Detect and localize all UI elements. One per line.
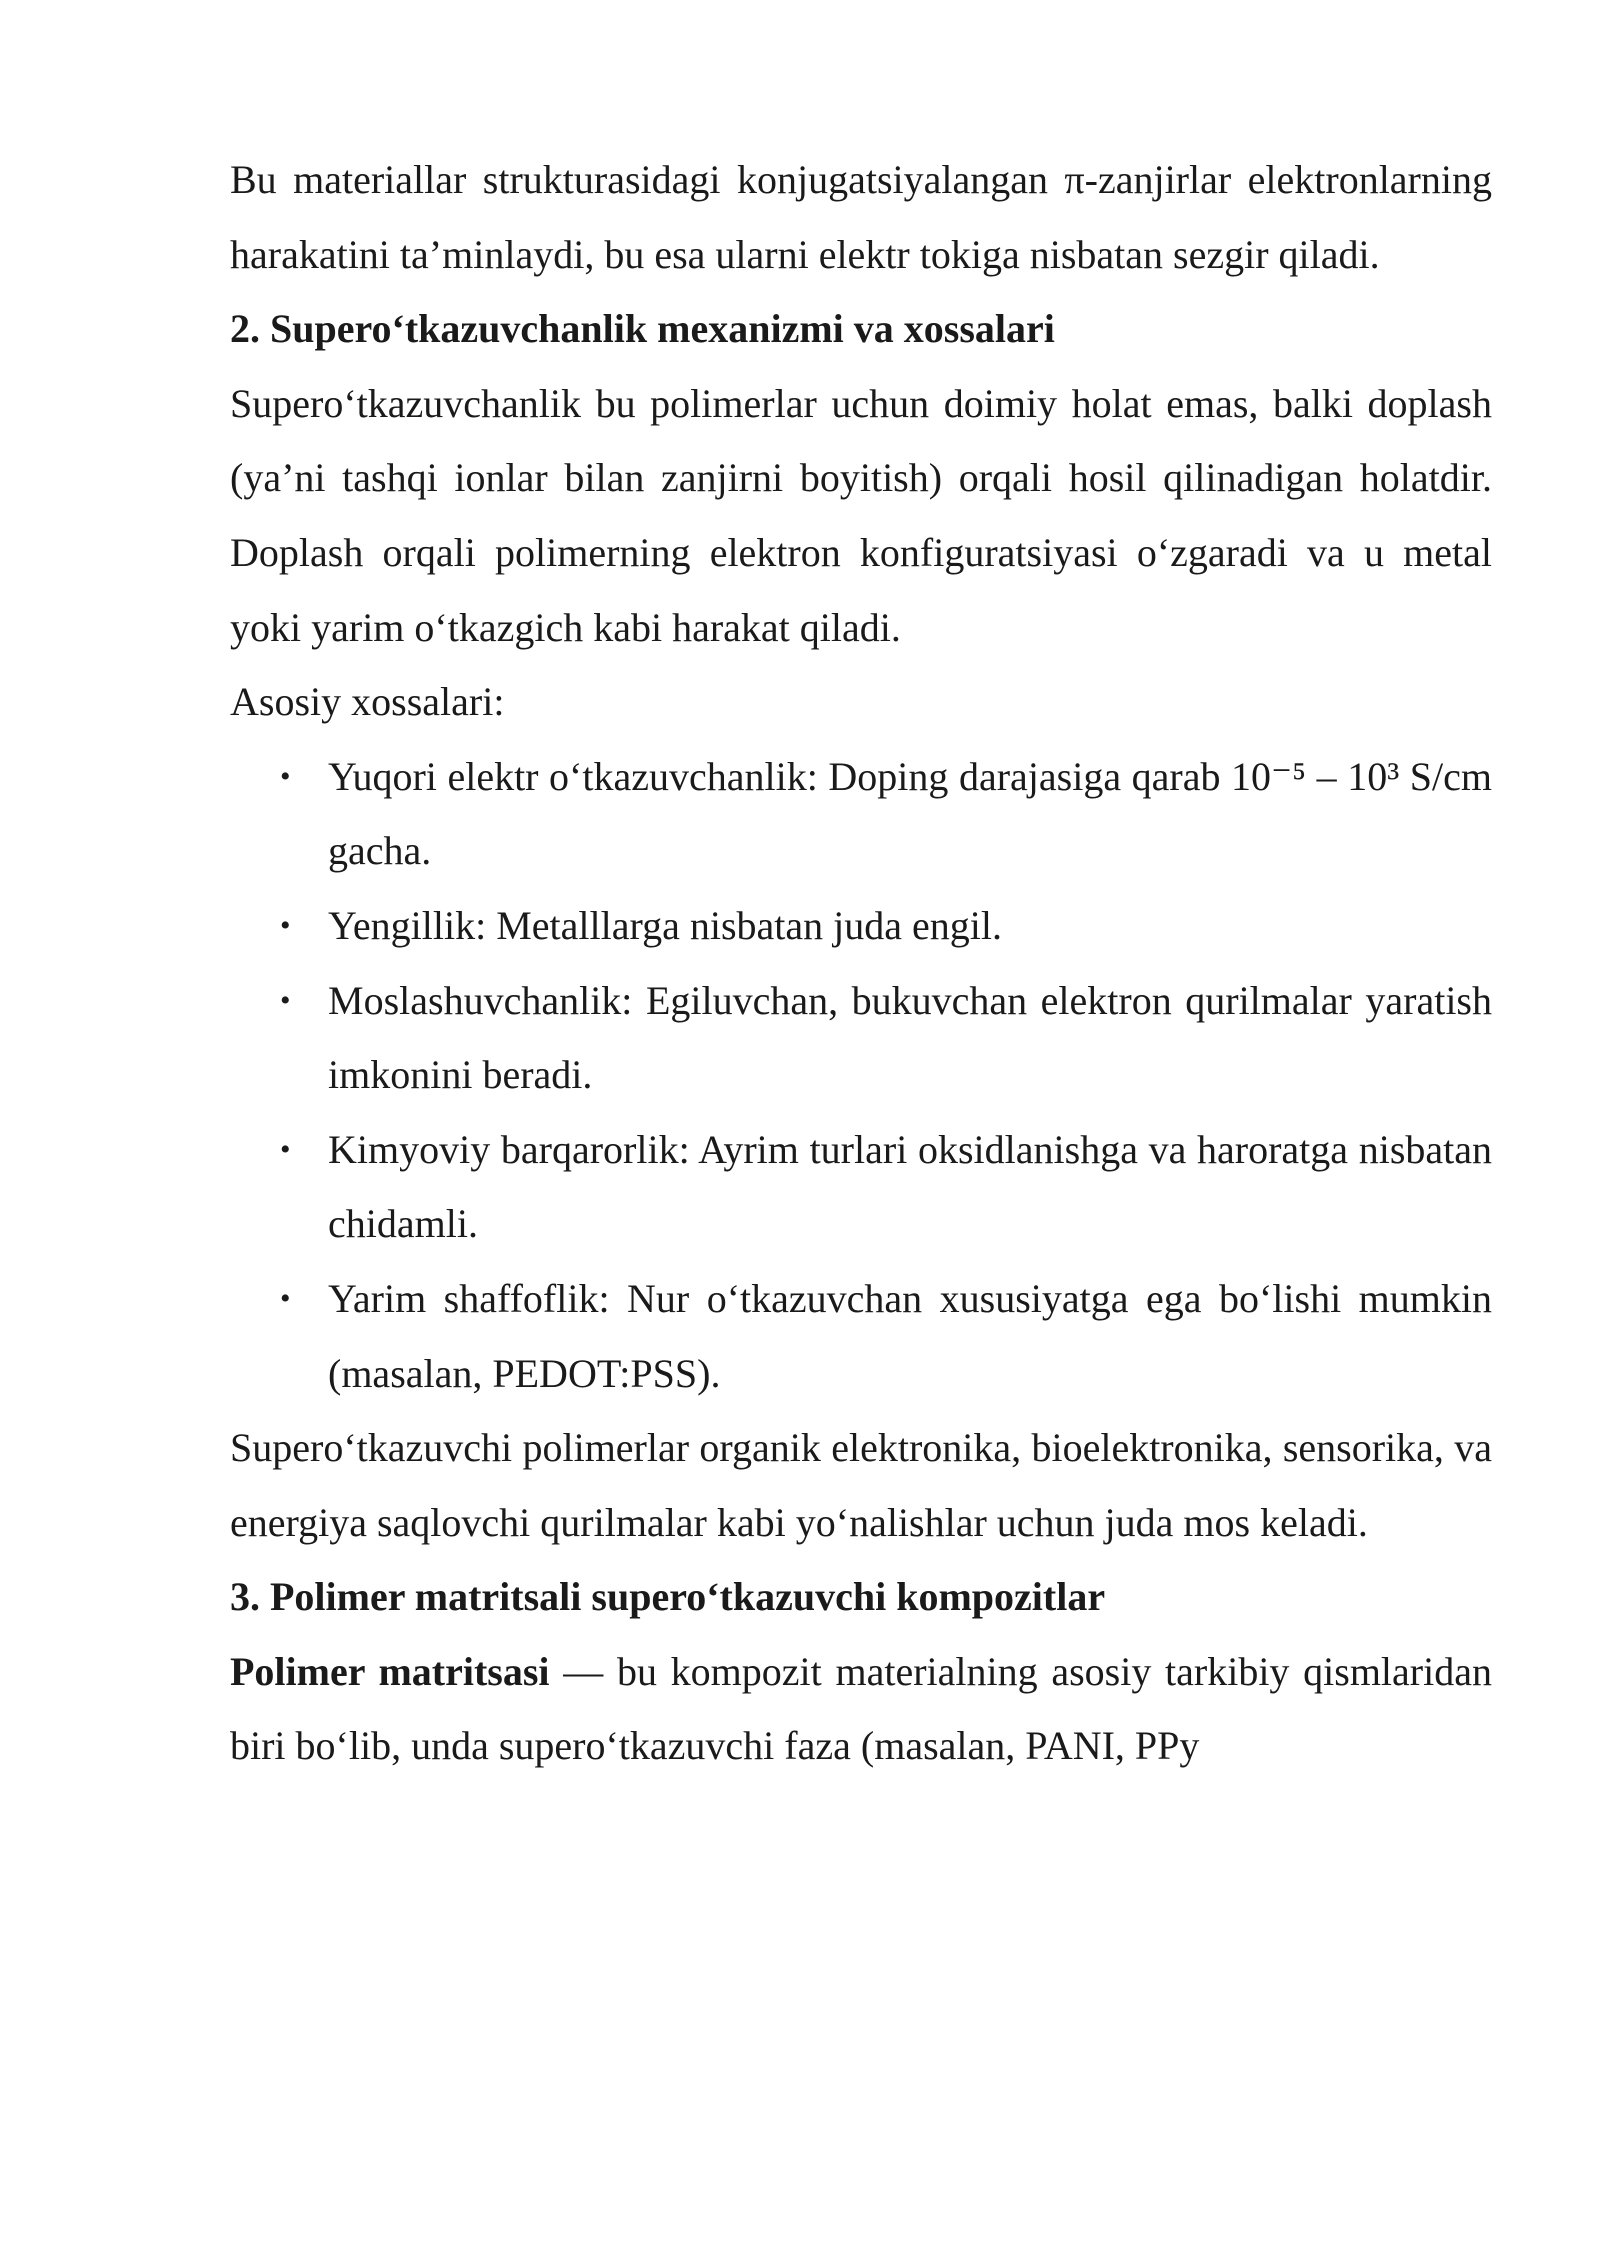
list-item-text: Kimyoviy barqarorlik: Ayrim turlari oksidlanishga va haroratga nisbatan chidamli.: [328, 1126, 1492, 1247]
list-item: [230, 1113, 1492, 1262]
matrix-term: Polimer matritsasi: [230, 1648, 550, 1694]
bullet-icon: •: [280, 1281, 291, 1315]
properties-list: [230, 740, 1492, 1411]
superconductivity-paragraph: Supero‘tkazuvchanlik bu polimerlar uchun doimiy holat emas, balki doplash (ya’ni tashqi ionlar bilan zanjirni boyitish) orqali hosil qilinadigan holatdir. Doplash orqali polimerning elektron konfiguratsiyasi o‘zgaradi va u metal yoki yarim o‘tkazgich kabi harakat qiladi.: [230, 380, 1492, 650]
matrix-paragraph: [230, 1635, 1492, 1784]
applications-paragraph: Supero‘tkazuvchi polimerlar organik elektronika, bioelektronika, sensorika, va energiya saqlovchi qurilmalar kabi yo‘nalishlar uchun juda mos keladi.: [230, 1425, 1492, 1545]
properties-label: Asosiy xossalari:: [230, 679, 505, 725]
bullet-icon: •: [280, 1132, 291, 1166]
list-item-text: Moslashuvchanlik: Egiluvchan, bukuvchan elektron qurilmalar yaratish imkonini beradi.: [328, 977, 1492, 1098]
intro-paragraph: Bu materiallar strukturasidagi konjugatsiyalangan π-zanjirlar elektronlarning harakatini ta’minlaydi, bu esa ularni elektr tokiga nisbatan sezgir qiladi.: [230, 157, 1492, 277]
list-item: [230, 964, 1492, 1113]
bullet-icon: •: [280, 983, 291, 1017]
list-item-text: Yarim shaffoflik: Nur o‘tkazuvchan xususiyatga ega bo‘lishi mumkin (masalan, PEDOT:PSS).: [328, 1275, 1492, 1396]
bullet-icon: •: [280, 908, 291, 942]
section-3-heading: 3. Polimer matritsali supero‘tkazuvchi kompozitlar: [230, 1574, 1106, 1620]
list-item: [230, 889, 1492, 964]
bullet-icon: •: [280, 759, 291, 793]
list-item: [230, 1262, 1492, 1411]
document-page: [230, 143, 1492, 1784]
section-2-heading: 2. Supero‘tkazuvchanlik mexanizmi va xossalari: [230, 306, 1055, 352]
list-item: [230, 740, 1492, 889]
list-item-text: Yuqori elektr o‘tkazuvchanlik: Doping darajasiga qarab 10⁻⁵ – 10³ S/cm gacha.: [328, 753, 1492, 874]
matrix-definition: — bu kompozit materialning asosiy tarkibiy qismlaridan biri bo‘lib, unda supero‘tkazuvchi faza (masalan, PANI, PPy: [230, 1648, 1492, 1769]
list-item-text: Yengillik: Metalllarga nisbatan juda engil.: [328, 902, 1002, 948]
